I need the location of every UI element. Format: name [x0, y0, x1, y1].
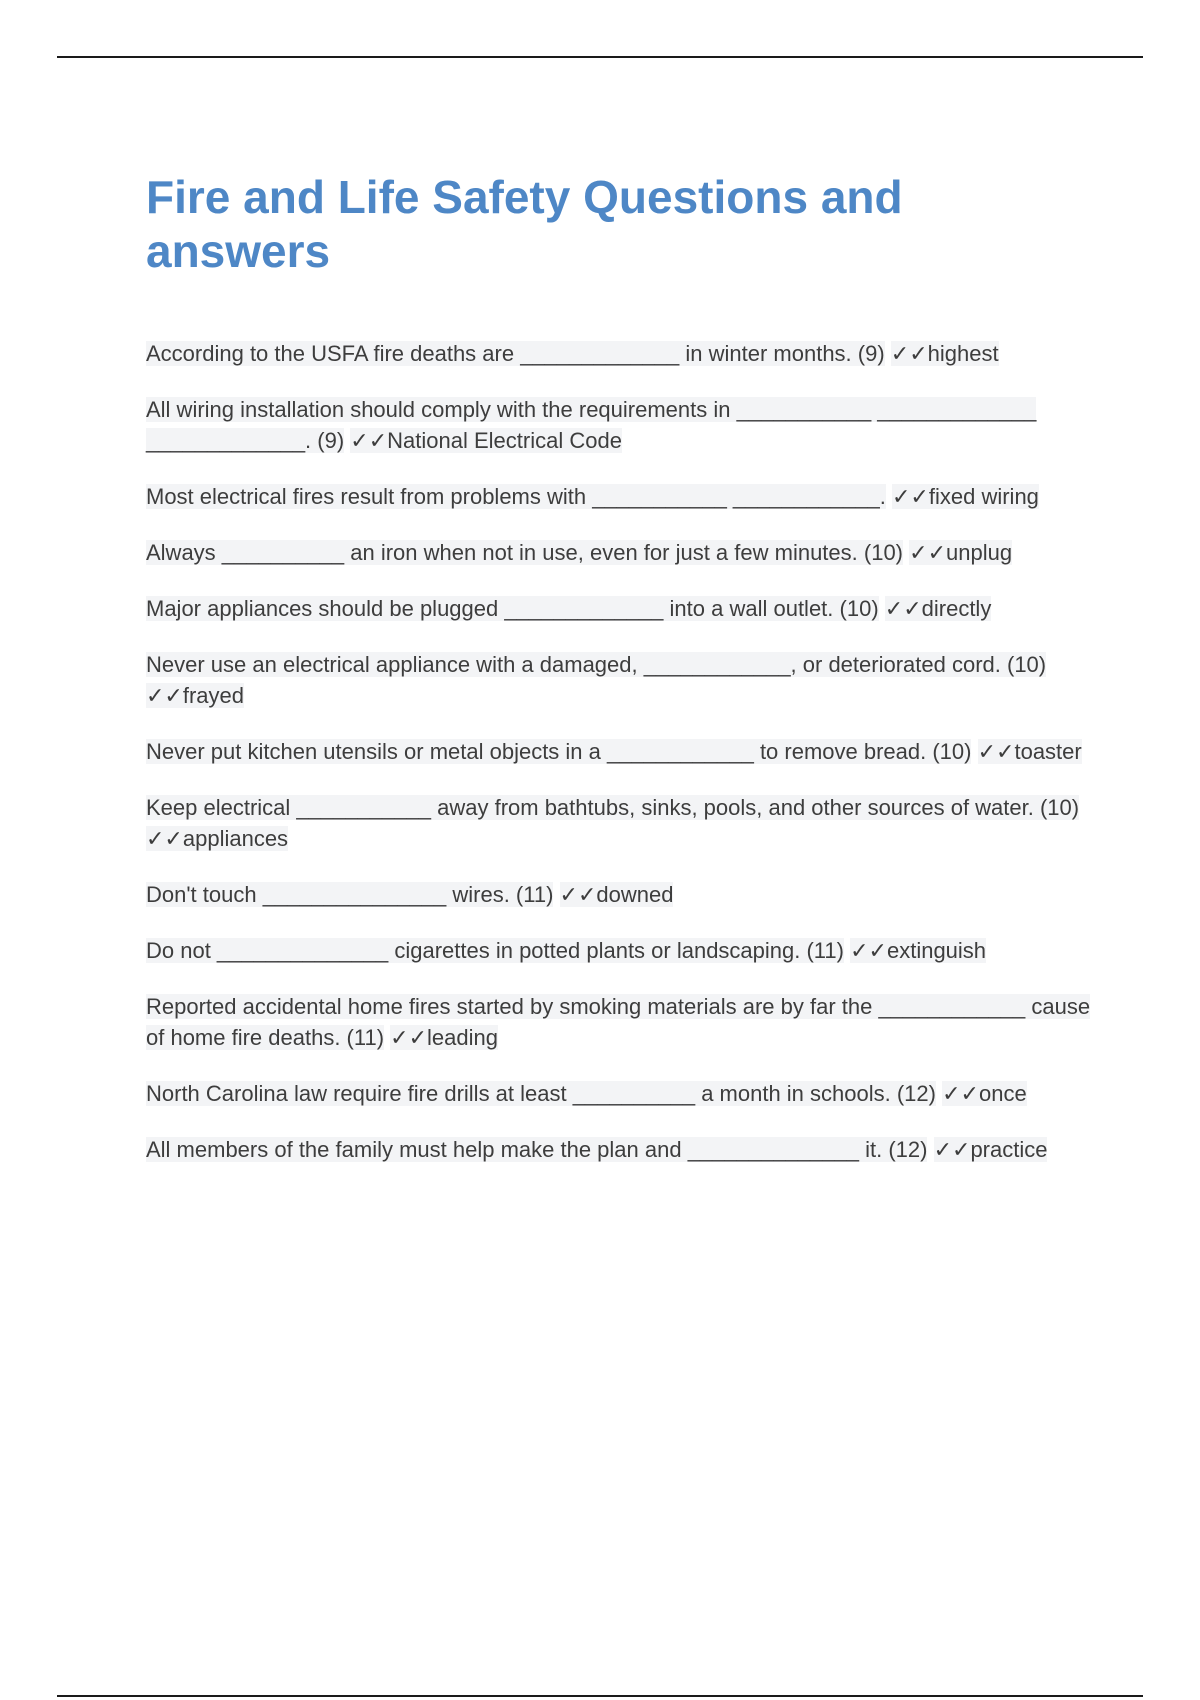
header-rule — [57, 56, 1143, 58]
qa-item — [146, 481, 1096, 512]
answer-text: ✓✓extinguish — [850, 938, 987, 963]
qa-item — [146, 537, 1096, 568]
qa-item — [146, 649, 1096, 711]
qa-item — [146, 879, 1096, 910]
question-text: Major appliances should be plugged _____________ into a wall outlet. (10) — [146, 596, 879, 621]
answer-text: ✓✓National Electrical Code — [350, 428, 622, 453]
question-text: Keep electrical ___________ away from bathtubs, sinks, pools, and other sources of water. (10) — [146, 795, 1080, 820]
qa-list — [146, 338, 1096, 1165]
question-text: All wiring installation should comply with the requirements in ___________ _____________ _____________. (9) — [146, 397, 1037, 453]
answer-text: ✓✓frayed — [146, 683, 245, 708]
qa-item — [146, 394, 1096, 456]
qa-item — [146, 935, 1096, 966]
answer-text: ✓✓appliances — [146, 826, 289, 851]
question-text: Reported accidental home fires started by smoking materials are by far the ____________ cause of home fire deaths. (11) — [146, 994, 1091, 1050]
question-text: North Carolina law require fire drills at least __________ a month in schools. (12) — [146, 1081, 936, 1106]
question-text: Never use an electrical appliance with a damaged, ____________, or deteriorated cord. (10) — [146, 652, 1047, 677]
qa-item — [146, 1134, 1096, 1165]
answer-text: ✓✓downed — [559, 882, 674, 907]
qa-item — [146, 991, 1096, 1053]
answer-text: ✓✓once — [942, 1081, 1027, 1106]
answer-text: ✓✓highest — [890, 341, 999, 366]
question-text: Don't touch _______________ wires. (11) — [146, 882, 554, 907]
qa-item — [146, 792, 1096, 854]
qa-item — [146, 338, 1096, 369]
qa-item — [146, 736, 1096, 767]
question-text: Always __________ an iron when not in use, even for just a few minutes. (10) — [146, 540, 904, 565]
qa-item — [146, 593, 1096, 624]
question-text: Never put kitchen utensils or metal objects in a ____________ to remove bread. (10) — [146, 739, 972, 764]
answer-text: ✓✓fixed wiring — [892, 484, 1039, 509]
answer-text: ✓✓practice — [933, 1137, 1048, 1162]
document-title: Fire and Life Safety Questions and answers — [146, 171, 903, 277]
question-text: Most electrical fires result from problems with ___________ ____________. — [146, 484, 886, 509]
answer-text: ✓✓leading — [390, 1025, 498, 1050]
qa-item — [146, 1078, 1096, 1109]
answer-text: ✓✓toaster — [977, 739, 1082, 764]
question-text: Do not ______________ cigarettes in potted plants or landscaping. (11) — [146, 938, 844, 963]
question-text: According to the USFA fire deaths are _____________ in winter months. (9) — [146, 341, 885, 366]
answer-text: ✓✓directly — [884, 596, 992, 621]
answer-text: ✓✓unplug — [909, 540, 1013, 565]
footer-rule — [57, 1695, 1143, 1697]
question-text: All members of the family must help make the plan and ______________ it. (12) — [146, 1137, 928, 1162]
